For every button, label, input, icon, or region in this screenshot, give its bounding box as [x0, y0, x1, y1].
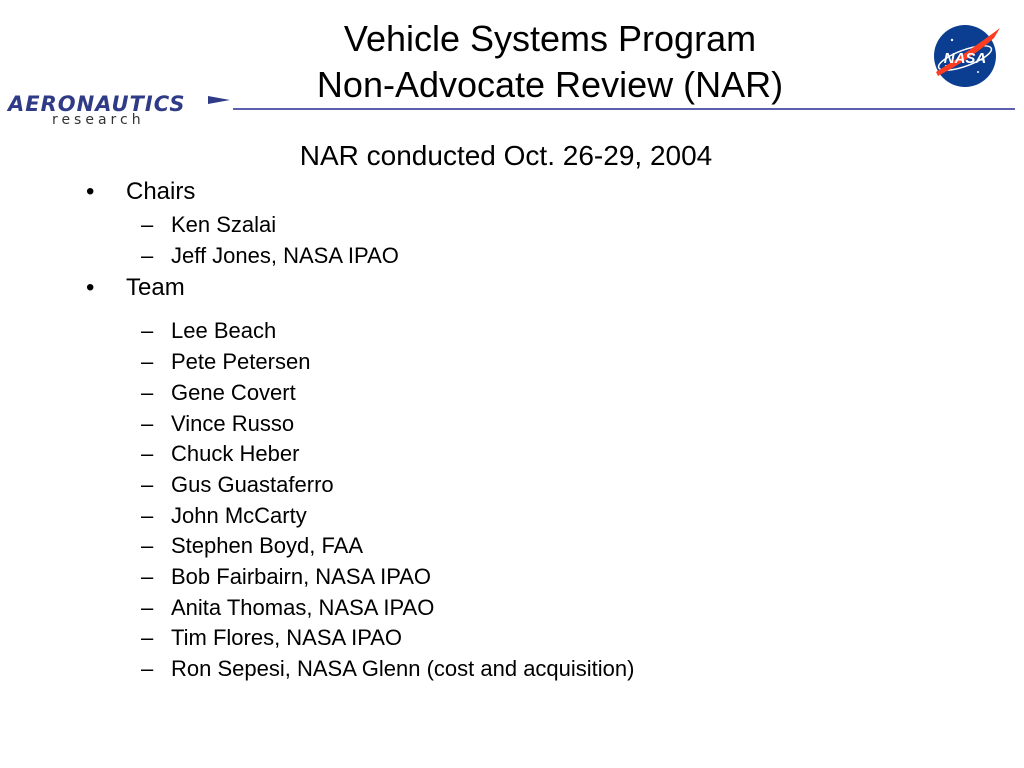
title-line-2: Non-Advocate Review (NAR): [316, 64, 784, 105]
sub-marker: –: [141, 533, 154, 558]
sub-marker: –: [141, 656, 154, 681]
nasa-logo: [928, 22, 1002, 88]
list-item-text: Ron Sepesi, NASA Glenn (cost and acquisition): [171, 656, 635, 681]
sub-marker: –: [141, 212, 154, 237]
title-line-1: Vehicle Systems Program: [343, 18, 757, 59]
bullet-marker: •: [86, 178, 95, 205]
sub-marker: –: [141, 349, 154, 374]
sub-marker: –: [141, 411, 154, 436]
sub-marker: –: [141, 318, 154, 343]
sub-marker: –: [141, 472, 154, 497]
list-item-text: Bob Fairbairn, NASA IPAO: [171, 564, 432, 589]
sub-marker: –: [141, 564, 154, 589]
list-item-text: Pete Petersen: [171, 349, 311, 374]
list-item-text: Gene Covert: [171, 380, 296, 405]
list-item-text: Gus Guastaferro: [171, 472, 334, 497]
sub-marker: –: [141, 380, 154, 405]
logo-subtext: research: [52, 112, 145, 128]
list-item-text: Jeff Jones, NASA IPAO: [171, 243, 399, 268]
list-item-text: Stephen Boyd, FAA: [171, 533, 364, 558]
list-item-text: Ken Szalai: [171, 212, 277, 237]
sub-marker: –: [141, 625, 154, 650]
bullet-marker: •: [86, 274, 95, 301]
slide-title: [250, 16, 850, 108]
sub-marker: –: [141, 595, 154, 620]
logo-wordmark: AERONAUTICS: [8, 92, 186, 116]
sub-marker: –: [141, 243, 154, 268]
list-item-text: Lee Beach: [171, 318, 277, 343]
list-item-text: John McCarty: [171, 503, 307, 528]
sub-marker: –: [141, 503, 154, 528]
list-item-text: Anita Thomas, NASA IPAO: [171, 595, 435, 620]
slide-subtitle: NAR conducted Oct. 26-29, 2004: [299, 140, 713, 171]
list-item-text: Vince Russo: [171, 411, 295, 436]
bullet-label: Chairs: [126, 178, 196, 205]
list-item-text: Chuck Heber: [171, 441, 300, 466]
sub-marker: –: [141, 441, 154, 466]
nasa-meatball-icon: [928, 22, 1002, 88]
bullet-label: Team: [126, 274, 185, 301]
nasa-logo-text: NASA: [943, 50, 987, 67]
header-divider: [233, 108, 1015, 110]
list-item-text: Tim Flores, NASA IPAO: [171, 625, 403, 650]
